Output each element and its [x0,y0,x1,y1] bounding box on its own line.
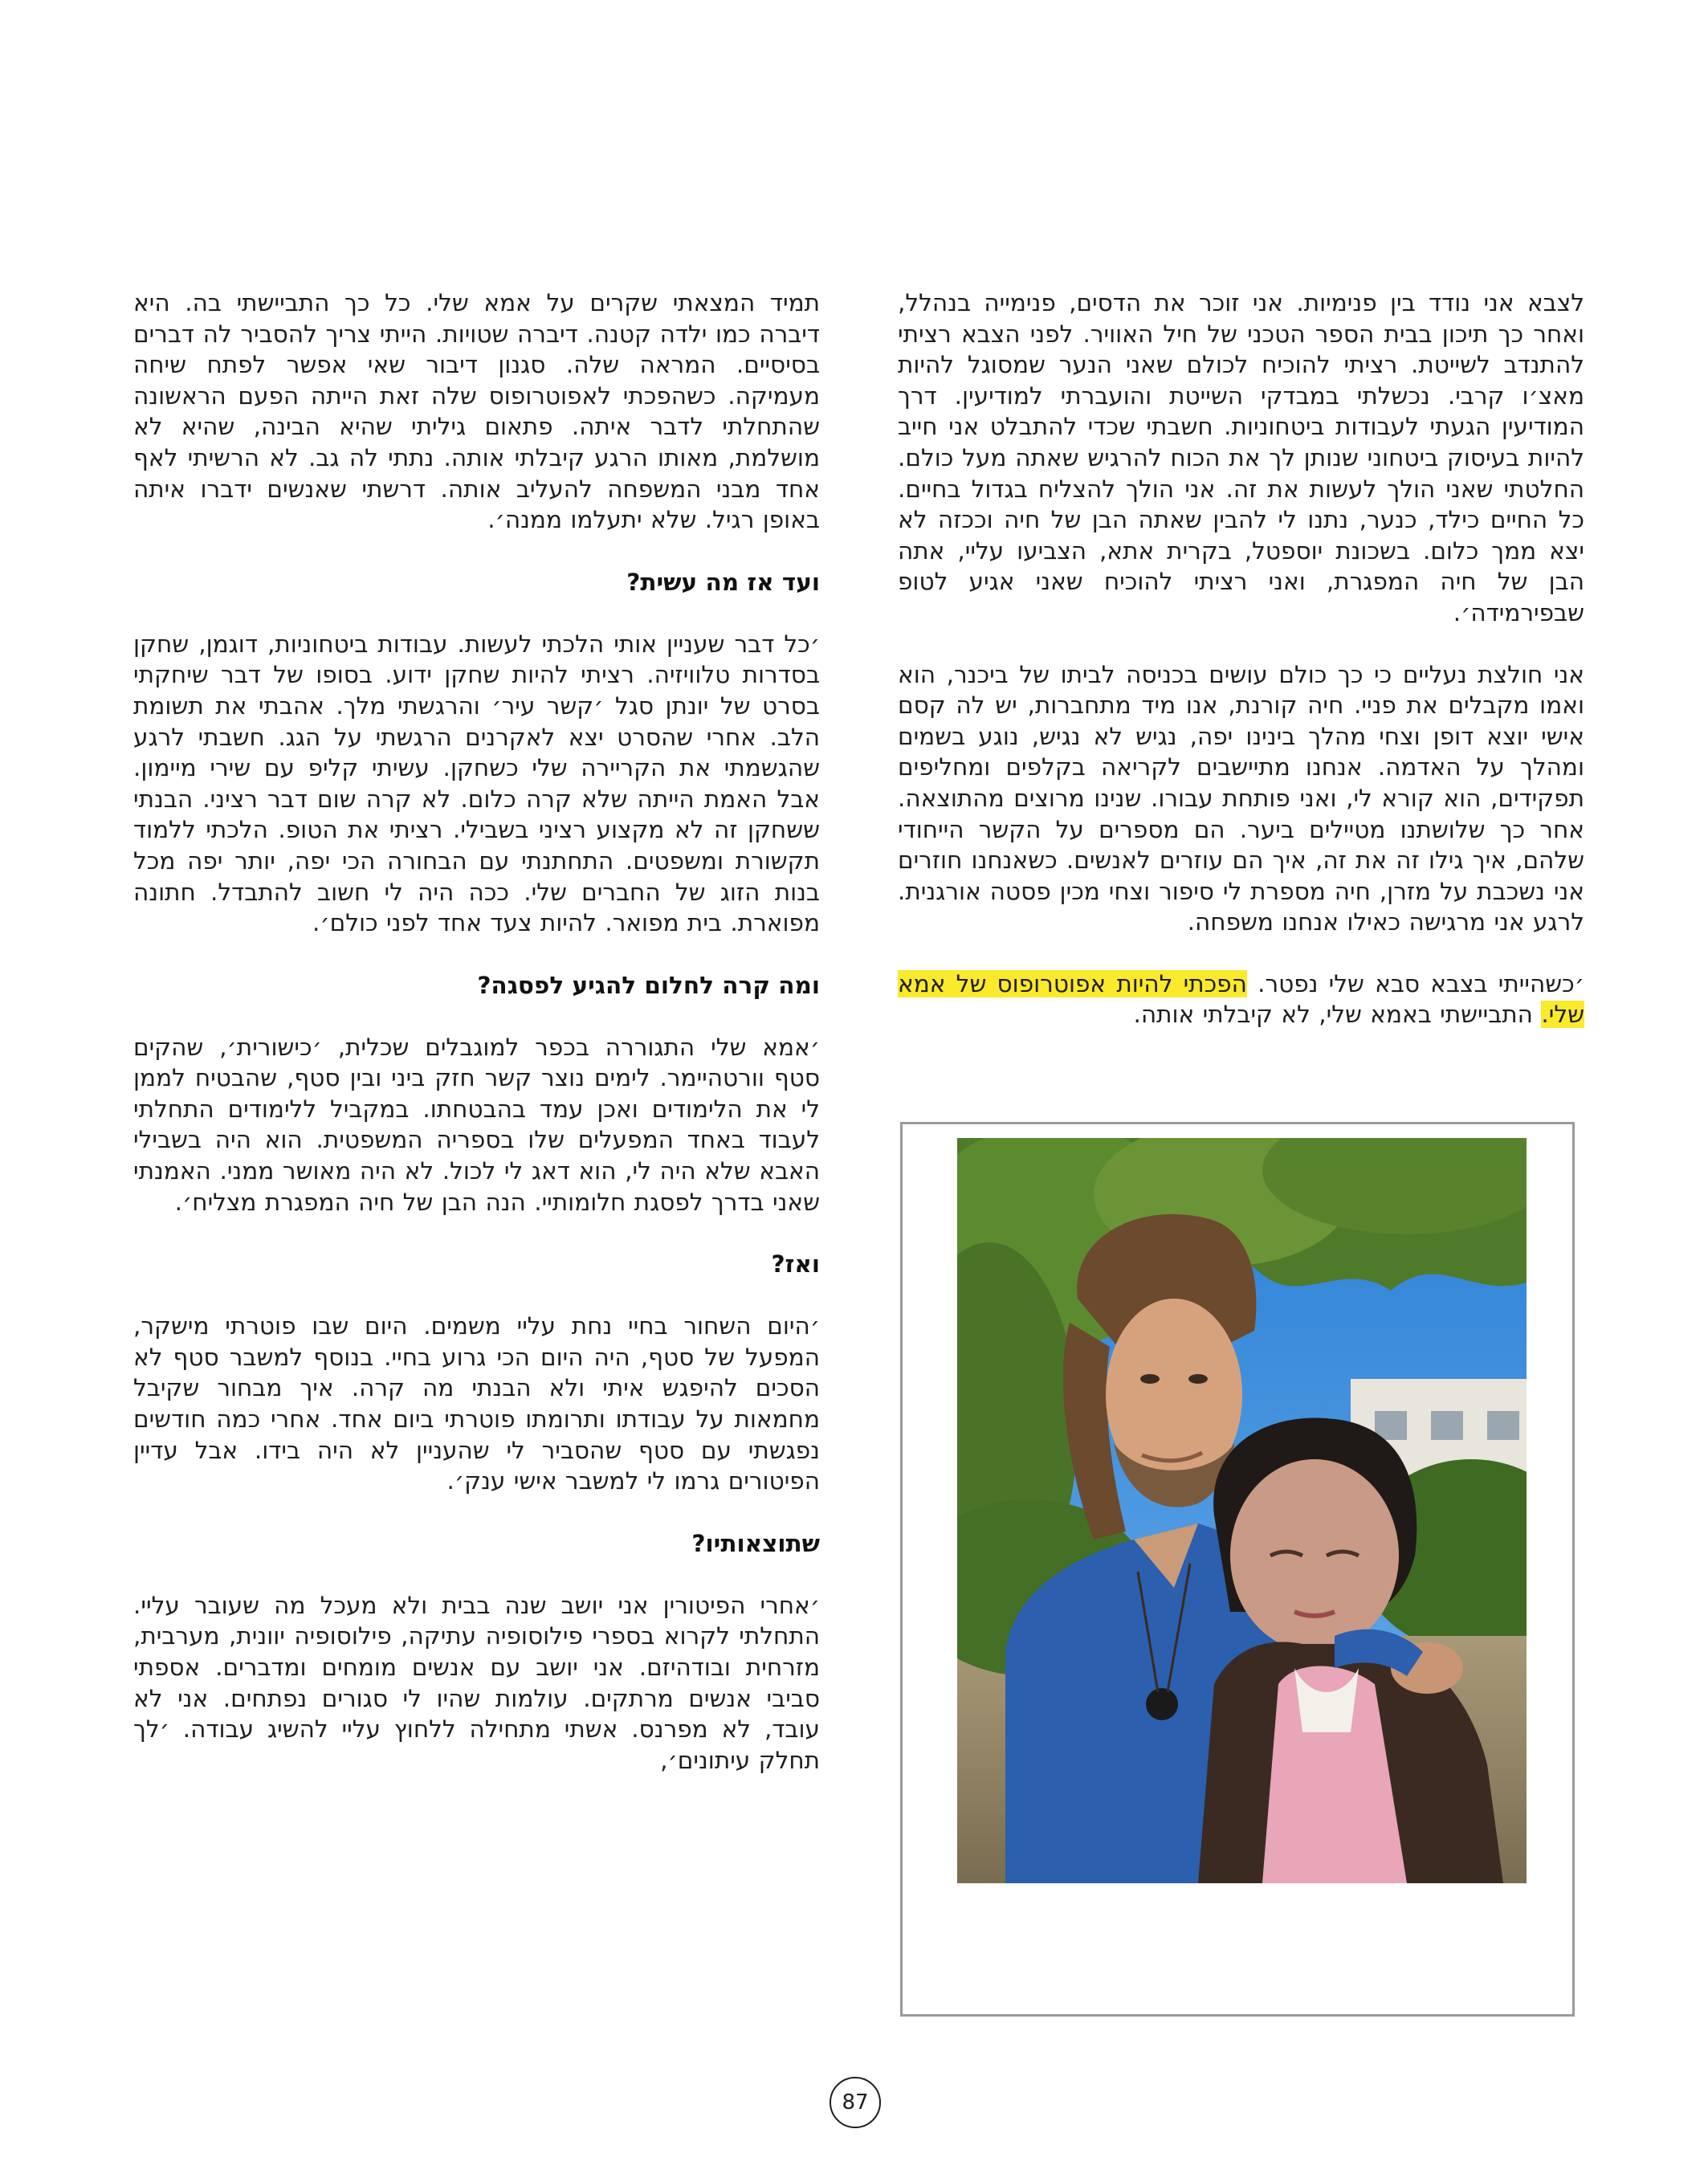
article-paragraph: ׳כל דבר שעניין אותי הלכתי לעשות. עבודות ביטחוניות, דוגמן, שחקן בסדרות טלוויזיה. רציתי להיות שחקן ידוע. בסופו של דבר שיחקתי בסרט של יונתן סגל ׳קשר עיר׳ והרגשתי מלך. אהבתי את תשומת הלב. אחרי שהסרט יצא לאקרנים הרגשתי על הגג. חשבתי לרגע שהגשמתי את הקריירה שלי כשחקן. עשיתי קליפ עם שירי מיימון. אבל האמת הייתה שלא קרה כלום. לא קרה שום דבר רציני. הבנתי ששחקן זה לא מקצוע רציני בשבילי. רציתי את הטופ. הלכתי ללמוד תקשורת ומשפטים. התחתנתי עם הבחורה הכי יפה, יותר יפה מכל בנות הזוג של החברים שלי. ככה היה לי חשוב להתבדל. חתונה מפוארת. בית מפואר. להיות צעד אחד לפני כולם׳. [133,630,820,937]
quote-text: ׳כשהייתי בצבא סבא שלי נפטר. [1246,969,1584,997]
pull-quote-paragraph [898,969,1584,1030]
interview-question: שתוצאותיו? [691,1529,820,1557]
left-column [133,288,820,1776]
interview-question: ומה קרה לחלום להגיע לפסגה? [477,971,820,999]
interview-question: ואז? [771,1250,820,1279]
page-number: 87 [830,2077,881,2128]
article-paragraph: אני חולצת נעליים כי כך כולם עושים בכניסה לביתו של ביכנר, הוא ואמו מקבלים את פניי. חיה קורנת, אנו מיד מתחברות, יש לה קסם אישי יוצא דופן וצחי מהלך בינינו יפה, נגיש לא נגיש, נוגע בשמים ומהלך על האדמה. אנחנו מתיישבים לקריאה בקלפים ומחליפים תפקידים, הוא קורא לי, ואני פותחת עבורו. שנינו מרוצים מהתוצאה. אחר כך שלושתנו מטיילים ביער. הם מספרים על הקשר הייחודי שלהם, איך גילו זה את זה, איך הם עוזרים לאנשים. כשאנחנו חוזרים אני נשכבת על מזרן, חיה מספרת לי סיפור וצחי מכין פסטה אורגנית. לרגע אני מרגישה כאילו אנחנו משפחה. [898,660,1584,936]
article-paragraph: ׳היום השחור בחיי נחת עליי משמים. היום שבו פוטרתי מישקר, המפעל של סטף, היה היום הכי גרוע בחיי. בנוסף למשבר סטף לא הסכים להיפגש איתי ולא הבנתי מה קרה. איך מבחור שקיבל מחמאות על עבודתו ותרומתו פוטרתי ביום אחד. אחרי כמה חודשים נפגשתי עם סטף שהסביר לי שהעניין לא היה בידו. אבל עדיין הפיטורים גרמו לי למשבר אישי ענק׳. [133,1312,820,1495]
article-paragraph: ׳אחרי הפיטורין אני יושב שנה בבית ולא מעכל מה שעובר עליי. התחלתי לקרוא בספרי פילוסופיה עתיקה, פילוסופיה יוונית, מערבית, מזרחית ובודהיזם. אני יושב עם אנשים מומחים ומדברים. אספתי סביבי אנשים מרתקים. עולמות שהיו לי סגורים נפתחים. אני לא עובד, לא מפרנס. אשתי מתחילה ללחוץ עליי להשיג עבודה. ׳לך תחלק עיתונים׳, [133,1591,820,1774]
article-paragraph: תמיד המצאתי שקרים על אמא שלי. כל כך התביישתי בה. היא דיברה כמו ילדה קטנה. דיברה שטויות. הייתי צריך להסביר לה דברים בסיסיים. המראה שלה. סגנון דיבור שאי אפשר לפתח שיחה מעמיקה. כשהפכתי לאפוטרופוס שלה זאת הייתה הפעם הראשונה שהתחלתי לדבר איתה. פתאום גיליתי שהיא הבינה, שהיא לא מושלמת, מאותו הרגע קיבלתי אותה. נתתי לה גב. לא הרשיתי לאף אחד מבני המשפחה להעליב אותה. דרשתי שאנשים ידברו איתה באופן רגיל. שלא יתעלמו ממנה׳. [133,289,820,534]
photo-frame [900,1122,1575,2017]
right-column [898,288,1584,1030]
article-paragraph: ׳אמא שלי התגוררה בכפר למוגבלים שכלית, ׳כישורית׳, שהקים סטף וורטהיימר. לימים נוצר קשר חזק ביני ובין סטף, שהבטיח לממן לי את הלימודים ואכן עמד בהבטחתו. במקביל ללימודים התחלתי לעבוד באחד המפעלים שלו בספריה המשפטית. הוא היה בשבילי האבא שלא היה לי, הוא דאג לי לכול. לא היה מאושר ממני. האמנתי שאני בדרך לפסגת חלומותיי. הנה הבן של חיה המפגרת מצליח׳. [133,1033,820,1216]
interview-question: ועד אז מה עשית? [626,568,820,596]
highlighted-text: הפכתי להיות אפוטרופוס של אמא שלי. [898,969,1584,1029]
article-paragraph: לצבא אני נודד בין פנימיות. אני זוכר את הדסים, פנימייה בנהלל, ואחר כך תיכון בבית הספר הטכני של חיל האוויר. לפני הצבא רציתי להתנדב לשייטת. רציתי להוכיח לכולם שאני הנער שמסוגל להיות מאצ׳ו קרבי. נכשלתי במבדקי השייטת והועברתי למודיעין. דרך המודיעין הגעתי לעבודות ביטחוניות. חשבתי שכדי להתבלט אני חייב להיות בעיסוק ביטחוני שנותן לך את הכוח להרגיש שאתה מעל כולם. החלטתי שאני הולך לעשות את זה. אני הולך להצליח בגדול בחיים. כל החיים כילד, כנער, נתנו לי להבין שאתה הבן של חיה וככזה לא יצא ממך כלום. בשכונת יוספטל, בקרית אתא, הצביעו עליי, אתה הבן של חיה המפגרת, ואני רציתי להוכיח שאני אגיע לטופ שבפירמידה׳. [898,289,1584,626]
quote-text: התביישתי באמא שלי, לא קיבלתי אותה. [1133,1001,1542,1029]
portrait-photo [957,1138,1527,1883]
